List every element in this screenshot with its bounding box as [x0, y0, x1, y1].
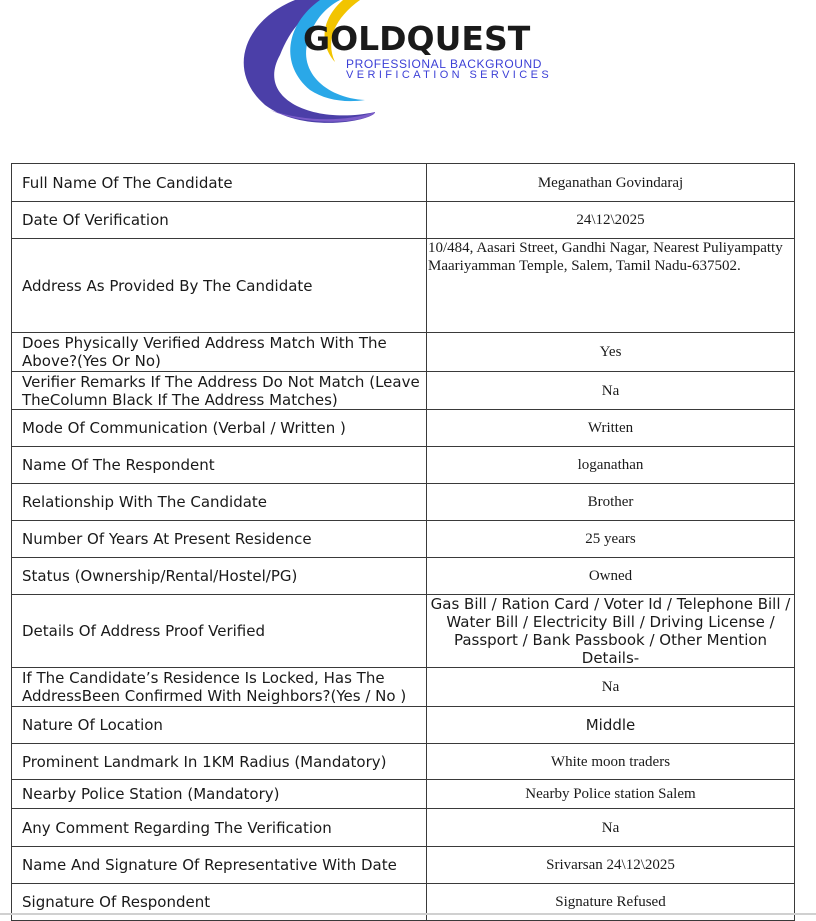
table-row [12, 668, 795, 707]
table-row [12, 521, 795, 558]
field-value: Middle [427, 707, 795, 744]
field-label: Details Of Address Proof Verified [12, 595, 427, 668]
field-label: Status (Ownership/Rental/Hostel/PG) [12, 558, 427, 595]
field-value: Na [427, 372, 795, 410]
field-value: Nearby Police station Salem [427, 780, 795, 809]
table-row [12, 372, 795, 410]
field-label: Prominent Landmark In 1KM Radius (Mandatory) [12, 744, 427, 780]
field-value: Meganathan Govindaraj [427, 164, 795, 202]
tagline-line-1: PROFESSIONAL BACKGROUND [346, 57, 543, 71]
field-label: Signature Of Respondent [12, 884, 427, 921]
field-value: Gas Bill / Ration Card / Voter Id / Telephone Bill / Water Bill / Electricity Bill / Driving License / Passport / Bank Passbook / Other Mention Details- [427, 595, 795, 668]
field-label: Any Comment Regarding The Verification [12, 809, 427, 847]
field-label: Address As Provided By The Candidate [12, 239, 427, 333]
field-label: Does Physically Verified Address Match With The Above?(Yes Or No) [12, 333, 427, 372]
table-row [12, 707, 795, 744]
field-value: Written [427, 410, 795, 447]
field-label: Number Of Years At Present Residence [12, 521, 427, 558]
field-value: Na [427, 668, 795, 707]
table-row [12, 744, 795, 780]
field-label: Relationship With The Candidate [12, 484, 427, 521]
field-value: 24\12\2025 [427, 202, 795, 239]
table-row [12, 410, 795, 447]
field-label: If The Candidate’s Residence Is Locked, Has The AddressBeen Confirmed With Neighbors?(Yes / No ) [12, 668, 427, 707]
verification-form-table [11, 163, 795, 921]
field-label: Name And Signature Of Representative With Date [12, 847, 427, 884]
field-label: Nature Of Location [12, 707, 427, 744]
table-row [12, 447, 795, 484]
table-row [12, 333, 795, 372]
field-label: Mode Of Communication (Verbal / Written ) [12, 410, 427, 447]
field-label: Full Name Of The Candidate [12, 164, 427, 202]
table-row [12, 558, 795, 595]
field-value: Srivarsan 24\12\2025 [427, 847, 795, 884]
goldquest-logo [225, 0, 585, 130]
table-row [12, 239, 795, 333]
table-row [12, 847, 795, 884]
field-value: 25 years [427, 521, 795, 558]
table-row [12, 780, 795, 809]
field-value: Brother [427, 484, 795, 521]
table-row [12, 809, 795, 847]
field-value: Owned [427, 558, 795, 595]
brand-name: GOLDQUEST [303, 19, 531, 58]
field-value: loganathan [427, 447, 795, 484]
field-value: Signature Refused [427, 884, 795, 921]
tagline-line-2: VERIFICATION SERVICES [346, 69, 553, 81]
field-label: Nearby Police Station (Mandatory) [12, 780, 427, 809]
table-row [12, 164, 795, 202]
table-row [12, 595, 795, 668]
field-value: White moon traders [427, 744, 795, 780]
field-value: Na [427, 809, 795, 847]
table-row [12, 484, 795, 521]
field-value: Yes [427, 333, 795, 372]
field-label: Date Of Verification [12, 202, 427, 239]
field-label: Name Of The Respondent [12, 447, 427, 484]
field-value: 10/484, Aasari Street, Gandhi Nagar, Nearest Puliyampatty Maariyamman Temple, Salem, Tamil Nadu-637502. [427, 239, 795, 333]
table-row [12, 202, 795, 239]
field-label: Verifier Remarks If The Address Do Not Match (Leave TheColumn Black If The Address Matches) [12, 372, 427, 410]
